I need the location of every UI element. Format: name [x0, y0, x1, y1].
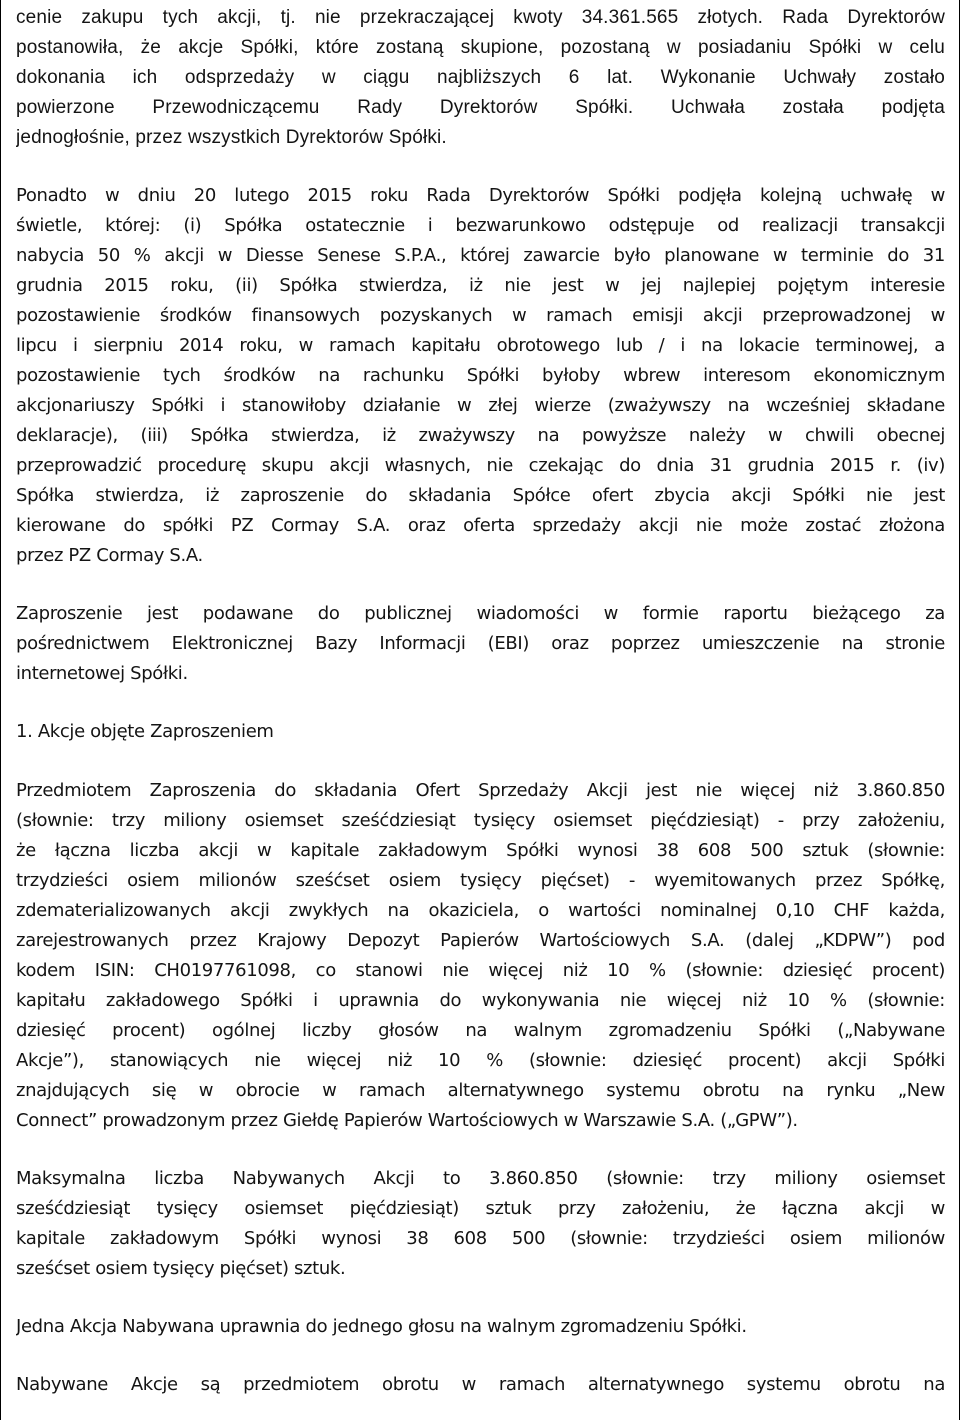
text-line: świetle, której: (i) Spółka ostatecznie i bezwarunkowo odstępuje od realizacji transakcji	[16, 215, 945, 236]
text-line: przez PZ Cormay S.A.	[16, 545, 203, 566]
paragraph-trading-system	[16, 1370, 945, 1400]
text-line: sześćdziesiąt tysięcy osiemset pięćdziesiąt) sztuk przy założeniu, że łączna akcji w	[16, 1198, 945, 1219]
paragraph-maximum-shares	[16, 1164, 945, 1284]
text-line: zdematerializowanych akcji zwykłych na okaziciela, o wartości nominalnej 0,10 CHF każda,	[16, 900, 945, 921]
paragraph-spacer	[16, 571, 945, 599]
text-line: przeprowadzić procedurę skupu akcji własnych, nie czekając do dnia 31 grudnia 2015 r. (iv)	[16, 455, 945, 476]
paragraph-spacer	[16, 153, 945, 181]
text-line: cenie zakupu tych akcji, tj. nie przekraczającej kwoty 34.361.565 złotych. Rada Dyrektorów	[16, 7, 945, 28]
text-line: Nabywane Akcje są przedmiotem obrotu w ramach alternatywnego systemu obrotu na	[16, 1374, 945, 1395]
text-line: jednogłośnie, przez wszystkich Dyrektorów Spółki.	[16, 127, 447, 148]
paragraph-spacer	[16, 1284, 945, 1312]
text-line: Spółka stwierdza, iż zaproszenie do składania Spółce ofert zbycia akcji Spółki nie jest	[16, 485, 945, 506]
text-line: Ponadto w dniu 20 lutego 2015 roku Rada Dyrektorów Spółki podjęła kolejną uchwałę w	[16, 185, 945, 206]
document-body	[16, 3, 945, 1400]
text-line: Przedmiotem Zaproszenia do składania Ofert Sprzedaży Akcji jest nie więcej niż 3.860.850	[16, 780, 945, 801]
text-line: powierzone Przewodniczącemu Rady Dyrektorów Spółki. Uchwała została podjęta	[16, 97, 945, 118]
paragraph-spacer	[16, 747, 945, 776]
text-line: postanowiła, że akcje Spółki, które zostaną skupione, pozostaną w posiadaniu Spółki w celu	[16, 37, 945, 58]
text-line: Zaproszenie jest podawane do publicznej wiadomości w formie raportu bieżącego za	[16, 603, 945, 624]
text-line: że łączna liczba akcji w kapitale zakładowym Spółki wynosi 38 608 500 sztuk (słownie:	[16, 840, 945, 861]
paragraph-publication-notice	[16, 599, 945, 689]
paragraph-subject-of-invitation	[16, 776, 945, 1136]
paragraph-spacer	[16, 1136, 945, 1164]
text-line: internetowej Spółki.	[16, 663, 188, 684]
text-line: sześćset osiem tysięcy pięćset) sztuk.	[16, 1258, 346, 1279]
text-line: Maksymalna liczba Nabywanych Akcji to 3.860.850 (słownie: trzy miliony osiemset	[16, 1168, 945, 1189]
text-line: pozostawienie środków finansowych pozyskanych w ramach emisji akcji przeprowadzonej w	[16, 305, 945, 326]
text-line: nabycia 50 % akcji w Diesse Senese S.P.A., której zawarcie było planowane w terminie do 31	[16, 245, 945, 266]
text-line: pośrednictwem Elektronicznej Bazy Informacji (EBI) oraz poprzez umieszczenie na stronie	[16, 633, 945, 654]
text-line: (słownie: trzy miliony osiemset sześćdziesiąt tysięcy osiemset pięćdziesiąt) - przy założeniu,	[16, 810, 945, 831]
text-line: Connect” prowadzonym przez Giełdę Papierów Wartościowych w Warszawie S.A. („GPW”).	[16, 1110, 798, 1131]
text-line: Akcje”), stanowiących nie więcej niż 10 % (słownie: dziesięć procent) akcji Spółki	[16, 1050, 945, 1071]
text-line: zarejestrowanych przez Krajowy Depozyt Papierów Wartościowych S.A. (dalej „KDPW”) pod	[16, 930, 945, 951]
text-line: kodem ISIN: CH0197761098, co stanowi nie więcej niż 10 % (słownie: dziesięć procent)	[16, 960, 945, 981]
paragraph-spacer	[16, 689, 945, 717]
text-line: kierowane do spółki PZ Cormay S.A. oraz oferta sprzedaży akcji nie może zostać złożona	[16, 515, 945, 536]
text-line: dziesięć procent) ogólnej liczby głosów na walnym zgromadzeniu Spółki („Nabywane	[16, 1020, 945, 1041]
text-line: kapitału zakładowego Spółki i uprawnia do wykonywania nie więcej niż 10 % (słownie:	[16, 990, 945, 1011]
section-heading: 1. Akcje objęte Zaproszeniem	[16, 721, 274, 742]
text-line: akcjonariuszy Spółki i stanowiłoby działanie w złej wierze (zważywszy na wcześniej składane	[16, 395, 945, 416]
paragraph-spacer	[16, 1342, 945, 1370]
text-line: lipcu i sierpniu 2014 roku, w ramach kapitału obrotowego lub / i na lokacie terminowej, a	[16, 335, 945, 356]
paragraph-resolution-20-february	[16, 181, 945, 571]
paragraph-resolution-buyback	[16, 3, 945, 153]
text-line: Jedna Akcja Nabywana uprawnia do jednego głosu na walnym zgromadzeniu Spółki.	[16, 1316, 747, 1337]
text-line: kapitale zakładowym Spółki wynosi 38 608 500 (słownie: trzydzieści osiem milionów	[16, 1228, 945, 1249]
text-line: znajdujących się w obrocie w ramach alternatywnego systemu obrotu na rynku „New	[16, 1080, 945, 1101]
paragraph-voting-right	[16, 1312, 945, 1342]
text-line: dokonania ich odsprzedaży w ciągu najbliższych 6 lat. Wykonanie Uchwały zostało	[16, 67, 945, 88]
text-line: trzydzieści osiem milionów sześćset osiem tysięcy pięćset) - wyemitowanych przez Spółkę,	[16, 870, 945, 891]
text-line: pozostawienie tych środków na rachunku Spółki byłoby wbrew interesom ekonomicznym	[16, 365, 945, 386]
text-line: grudnia 2015 roku, (ii) Spółka stwierdza, iż nie jest w jej najlepiej pojętym interesie	[16, 275, 945, 296]
text-line: deklaracje), (iii) Spółka stwierdza, iż zważywszy na powyższe należy w chwili obecnej	[16, 425, 945, 446]
